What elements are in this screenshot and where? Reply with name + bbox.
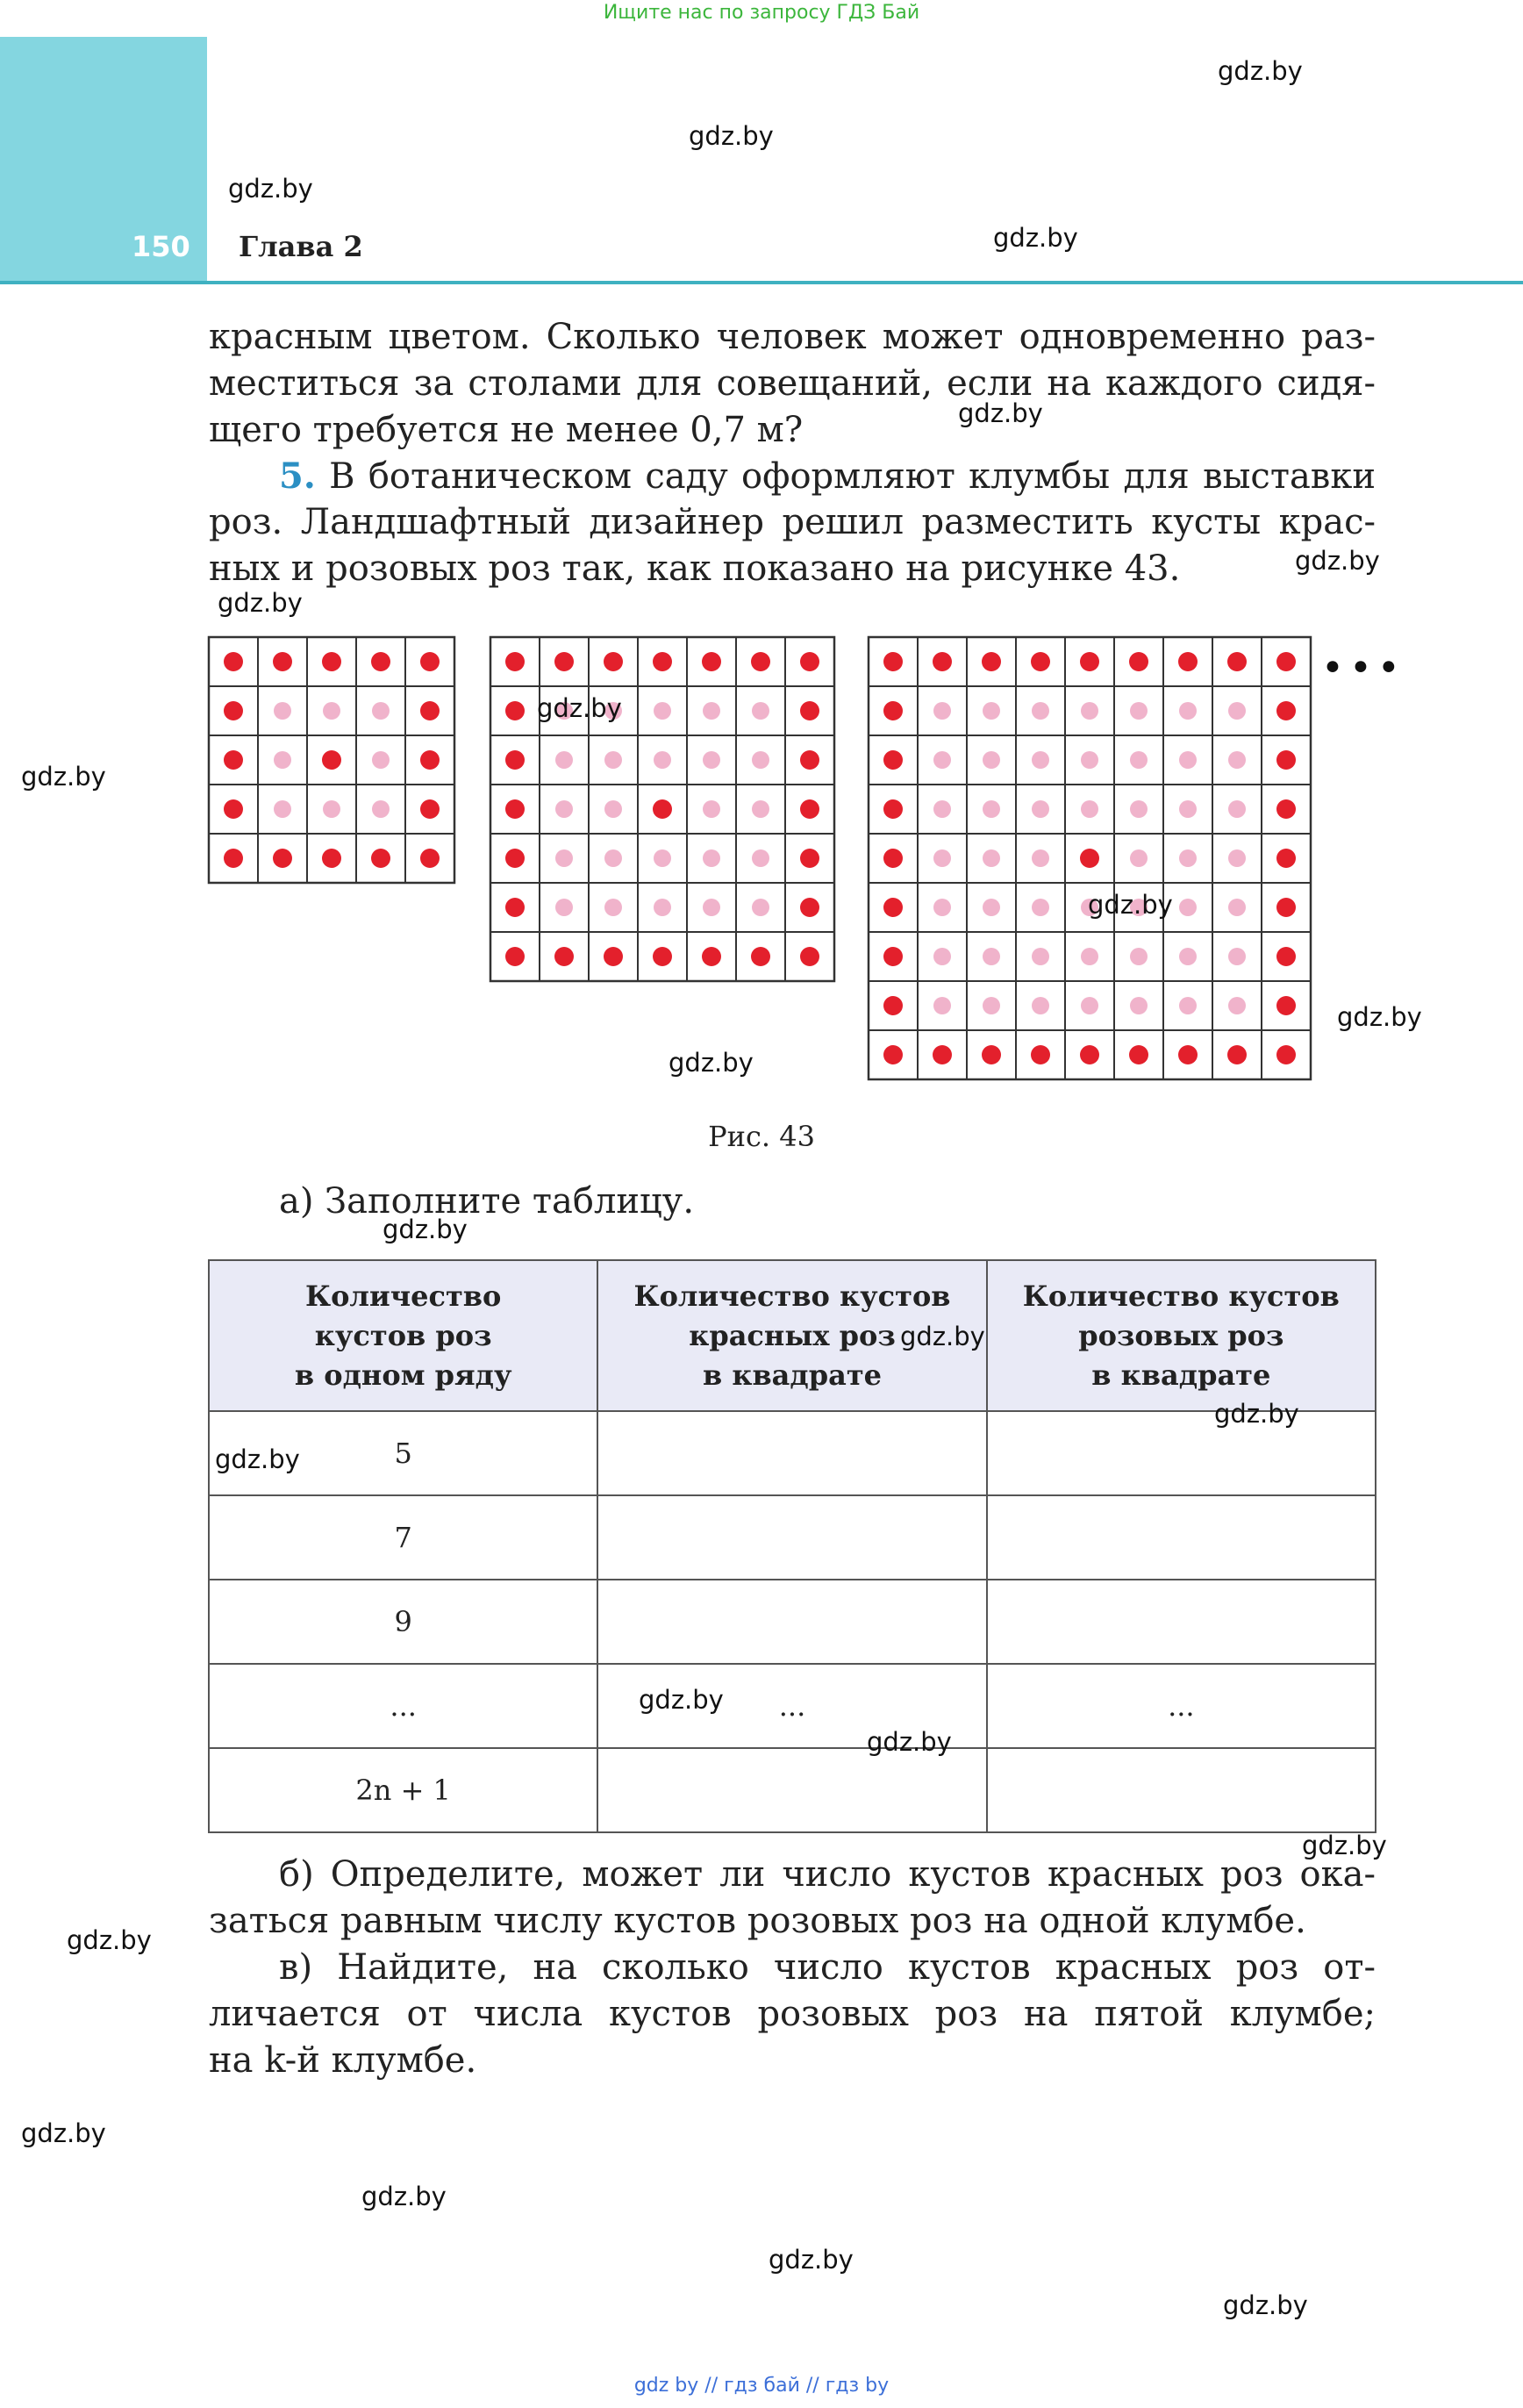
red-rose-dot — [883, 996, 903, 1015]
figure-caption: Рис. 43 — [708, 1120, 815, 1153]
red-rose-dot — [604, 652, 623, 671]
table-row — [209, 1495, 1376, 1580]
red-rose-dot — [883, 652, 903, 671]
table-cell: ... — [597, 1664, 986, 1748]
pink-rose-dot — [1130, 800, 1148, 818]
red-rose-dot — [224, 701, 243, 720]
red-rose-dot — [1129, 1045, 1148, 1064]
red-rose-dot — [1031, 1045, 1050, 1064]
red-rose-dot — [1227, 1045, 1247, 1064]
pink-rose-dot — [1179, 751, 1197, 769]
pink-rose-dot — [372, 800, 390, 818]
red-rose-dot — [322, 750, 341, 770]
red-rose-dot — [1276, 898, 1296, 917]
task-c-line-3: на k-й клумбе. — [209, 2040, 477, 2081]
watermark: gdz.by — [993, 223, 1078, 253]
table-cell — [987, 1411, 1376, 1495]
pink-rose-dot — [703, 800, 720, 818]
pink-rose-dot — [1081, 997, 1098, 1014]
pink-rose-dot — [654, 751, 671, 769]
rose-table — [208, 1259, 1376, 1833]
pink-rose-dot — [1179, 702, 1197, 720]
table-row — [209, 1748, 1376, 1832]
red-rose-dot — [1080, 652, 1099, 671]
red-rose-dot — [800, 849, 819, 868]
red-rose-dot — [322, 849, 341, 868]
red-rose-dot — [420, 701, 440, 720]
red-rose-dot — [224, 652, 243, 671]
task-b-line-2: заться равным числу кустов розовых роз на одной клумбе. — [209, 1901, 1306, 1941]
pink-rose-dot — [372, 702, 390, 720]
red-rose-dot — [505, 898, 525, 917]
red-rose-dot — [653, 947, 672, 966]
pink-rose-dot — [1081, 800, 1098, 818]
pink-rose-dot — [752, 849, 769, 867]
pink-rose-dot — [983, 751, 1000, 769]
pink-rose-dot — [703, 899, 720, 916]
pink-rose-dot — [1032, 751, 1049, 769]
red-rose-dot — [420, 652, 440, 671]
red-rose-dot — [800, 799, 819, 819]
pink-rose-dot — [1179, 899, 1197, 916]
red-rose-dot — [1276, 652, 1296, 671]
task-c-line-2: личается от числа кустов розовых роз на пятой клумбе; — [209, 1994, 1376, 2034]
table-cell: ... — [209, 1664, 597, 1748]
red-rose-dot — [1080, 849, 1099, 868]
pink-rose-dot — [654, 702, 671, 720]
pink-rose-dot — [604, 751, 622, 769]
task-a: а) Заполните таблицу. — [279, 1181, 695, 1222]
pink-rose-dot — [1032, 997, 1049, 1014]
pink-rose-dot — [604, 899, 622, 916]
task-b-line-1: б) Определите, может ли число кустов красных роз ока- — [279, 1854, 1376, 1895]
red-rose-dot — [800, 898, 819, 917]
red-rose-dot — [322, 652, 341, 671]
intro-line-2: меститься за столами для совещаний, если на каждого сидя- — [209, 363, 1376, 404]
exercise-number: 5. — [279, 455, 316, 497]
pink-rose-dot — [1179, 849, 1197, 867]
watermark: gdz.by — [228, 174, 313, 204]
red-rose-dot — [371, 849, 390, 868]
pink-rose-dot — [1228, 948, 1246, 965]
watermark: gdz.by — [1214, 1399, 1299, 1429]
red-rose-dot — [1276, 750, 1296, 770]
watermark: gdz.by — [867, 1727, 952, 1757]
red-rose-dot — [1276, 849, 1296, 868]
pink-rose-dot — [1130, 948, 1148, 965]
red-rose-dot — [982, 1045, 1001, 1064]
pink-rose-dot — [1130, 849, 1148, 867]
pink-rose-dot — [983, 849, 1000, 867]
rose-grid-9x9 — [869, 637, 1311, 1079]
pink-rose-dot — [983, 702, 1000, 720]
watermark: gdz.by — [639, 1685, 724, 1715]
red-rose-dot — [933, 652, 952, 671]
red-rose-dot — [505, 849, 525, 868]
header-count-in-row: Количество кустов роз в одном ряду — [209, 1260, 597, 1411]
red-rose-dot — [1129, 652, 1148, 671]
pink-rose-dot — [1081, 702, 1098, 720]
red-rose-dot — [224, 799, 243, 819]
red-rose-dot — [982, 652, 1001, 671]
pink-rose-dot — [933, 751, 951, 769]
pink-rose-dot — [1228, 800, 1246, 818]
pink-rose-dot — [274, 800, 291, 818]
red-rose-dot — [883, 750, 903, 770]
pink-rose-dot — [555, 800, 573, 818]
pink-rose-dot — [555, 849, 573, 867]
red-rose-dot — [371, 652, 390, 671]
pink-rose-dot — [703, 751, 720, 769]
table-cell — [987, 1580, 1376, 1664]
pink-rose-dot — [1228, 899, 1246, 916]
red-rose-dot — [1080, 1045, 1099, 1064]
red-rose-dot — [505, 947, 525, 966]
red-rose-dot — [800, 701, 819, 720]
red-rose-dot — [751, 652, 770, 671]
continuation-dots: ••• — [1321, 646, 1405, 691]
red-rose-dot — [505, 652, 525, 671]
red-rose-dot — [883, 898, 903, 917]
rose-grid-5x5 — [209, 637, 454, 883]
pink-rose-dot — [1179, 948, 1197, 965]
watermark: gdz.by — [1088, 890, 1173, 920]
pink-rose-dot — [752, 702, 769, 720]
bottom-banner: gdz by // гдз бай // гдз by — [633, 2375, 890, 2397]
table-cell — [597, 1748, 986, 1832]
intro-line-1: красным цветом. Сколько человек может одновременно раз- — [209, 317, 1376, 357]
red-rose-dot — [883, 947, 903, 966]
watermark: gdz.by — [769, 2245, 854, 2275]
pink-rose-dot — [752, 899, 769, 916]
pink-rose-dot — [933, 948, 951, 965]
exercise-5-line-3: ных и розовых роз так, как показано на рисунке 43. — [209, 548, 1181, 589]
red-rose-dot — [800, 652, 819, 671]
red-rose-dot — [702, 947, 721, 966]
watermark: gdz.by — [67, 1925, 152, 1955]
watermark: gdz.by — [1223, 2290, 1308, 2320]
pink-rose-dot — [1081, 948, 1098, 965]
pink-rose-dot — [1228, 751, 1246, 769]
exercise-5-line-2: роз. Ландшафтный дизайнер решил разместить кусты крас- — [209, 502, 1376, 542]
table-cell: ... — [987, 1664, 1376, 1748]
intro-line-3: щего требуется не менее 0,7 м? — [209, 410, 804, 450]
watermark: gdz.by — [218, 588, 303, 618]
task-c-line-1: в) Найдите, на сколько число кустов красных роз от- — [279, 1947, 1376, 1988]
red-rose-dot — [1276, 701, 1296, 720]
watermark: gdz.by — [383, 1215, 468, 1244]
pink-rose-dot — [933, 800, 951, 818]
rose-grid-7x7 — [490, 637, 834, 981]
red-rose-dot — [273, 652, 292, 671]
table-row — [209, 1411, 1376, 1495]
table-cell — [987, 1495, 1376, 1580]
pink-rose-dot — [555, 899, 573, 916]
table-cell: 9 — [209, 1580, 597, 1664]
pink-rose-dot — [1179, 800, 1197, 818]
pink-rose-dot — [1032, 702, 1049, 720]
red-rose-dot — [420, 799, 440, 819]
red-rose-dot — [554, 652, 574, 671]
watermark: gdz.by — [21, 762, 106, 792]
red-rose-dot — [505, 750, 525, 770]
red-rose-dot — [554, 947, 574, 966]
red-rose-dot — [800, 947, 819, 966]
watermark: gdz.by — [215, 1444, 300, 1474]
table-cell — [597, 1411, 986, 1495]
chapter-title: Глава 2 — [239, 230, 363, 263]
pink-rose-dot — [983, 899, 1000, 916]
watermark: gdz.by — [537, 693, 622, 723]
red-rose-dot — [1227, 652, 1247, 671]
red-rose-dot — [1178, 652, 1198, 671]
red-rose-dot — [505, 799, 525, 819]
watermark: gdz.by — [689, 121, 774, 151]
pink-rose-dot — [983, 800, 1000, 818]
table-cell: 2n + 1 — [209, 1748, 597, 1832]
table-cell — [987, 1748, 1376, 1832]
top-banner: Ищите нас по запросу ГДЗ Бай — [603, 2, 920, 24]
header-red-count: Количество кустов красных роз в квадрате — [597, 1260, 986, 1411]
pink-rose-dot — [703, 849, 720, 867]
header-pink-count: Количество кустов розовых роз в квадрате — [987, 1260, 1376, 1411]
pink-rose-dot — [1032, 948, 1049, 965]
red-rose-dot — [420, 849, 440, 868]
pink-rose-dot — [604, 849, 622, 867]
red-rose-dot — [273, 849, 292, 868]
red-rose-dot — [1276, 947, 1296, 966]
pink-rose-dot — [372, 751, 390, 769]
red-rose-dot — [933, 1045, 952, 1064]
pink-rose-dot — [983, 948, 1000, 965]
red-rose-dot — [505, 701, 525, 720]
exercise-5-line-1-text: В ботаническом саду оформляют клумбы для выставки — [315, 456, 1376, 497]
red-rose-dot — [883, 1045, 903, 1064]
watermark: gdz.by — [958, 398, 1043, 428]
table-cell — [597, 1580, 986, 1664]
red-rose-dot — [1031, 652, 1050, 671]
red-rose-dot — [1276, 1045, 1296, 1064]
pink-rose-dot — [274, 751, 291, 769]
pink-rose-dot — [983, 997, 1000, 1014]
pink-rose-dot — [1228, 997, 1246, 1014]
pink-rose-dot — [1228, 702, 1246, 720]
watermark: gdz.by — [1337, 1002, 1422, 1032]
pink-rose-dot — [933, 849, 951, 867]
red-rose-dot — [653, 652, 672, 671]
pink-rose-dot — [1130, 751, 1148, 769]
red-rose-dot — [883, 701, 903, 720]
pink-rose-dot — [323, 702, 340, 720]
watermark: gdz.by — [21, 2118, 106, 2148]
pink-rose-dot — [1130, 997, 1148, 1014]
red-rose-dot — [883, 849, 903, 868]
table-cell: 7 — [209, 1495, 597, 1580]
red-rose-dot — [1276, 996, 1296, 1015]
red-rose-dot — [224, 849, 243, 868]
red-rose-dot — [1276, 799, 1296, 819]
red-rose-dot — [653, 799, 672, 819]
table-row — [209, 1664, 1376, 1748]
red-rose-dot — [224, 750, 243, 770]
watermark: gdz.by — [1218, 56, 1303, 86]
table-header-row — [209, 1260, 1376, 1411]
pink-rose-dot — [1179, 997, 1197, 1014]
pink-rose-dot — [1228, 849, 1246, 867]
table-row — [209, 1580, 1376, 1664]
pink-rose-dot — [604, 800, 622, 818]
red-rose-dot — [702, 652, 721, 671]
pink-rose-dot — [654, 899, 671, 916]
pink-rose-dot — [933, 899, 951, 916]
pink-rose-dot — [1130, 702, 1148, 720]
watermark: gdz.by — [669, 1048, 754, 1078]
pink-rose-dot — [654, 849, 671, 867]
red-rose-dot — [751, 947, 770, 966]
red-rose-dot — [800, 750, 819, 770]
pink-rose-dot — [752, 751, 769, 769]
red-rose-dot — [883, 799, 903, 819]
pink-rose-dot — [323, 800, 340, 818]
pink-rose-dot — [1032, 800, 1049, 818]
pink-rose-dot — [703, 702, 720, 720]
pink-rose-dot — [274, 702, 291, 720]
pink-rose-dot — [1032, 899, 1049, 916]
pink-rose-dot — [752, 800, 769, 818]
page-number: 150 — [132, 230, 190, 263]
watermark: gdz.by — [1295, 546, 1380, 576]
pink-rose-dot — [555, 751, 573, 769]
pink-rose-dot — [1032, 849, 1049, 867]
pink-rose-dot — [1081, 751, 1098, 769]
red-rose-dot — [420, 750, 440, 770]
watermark: gdz.by — [361, 2182, 447, 2211]
pink-rose-dot — [933, 997, 951, 1014]
table-cell — [597, 1495, 986, 1580]
red-rose-dot — [604, 947, 623, 966]
watermark: gdz.by — [900, 1322, 985, 1351]
table-cell: 5 — [209, 1411, 597, 1495]
watermark: gdz.by — [1302, 1831, 1387, 1860]
pink-rose-dot — [933, 702, 951, 720]
red-rose-dot — [1178, 1045, 1198, 1064]
